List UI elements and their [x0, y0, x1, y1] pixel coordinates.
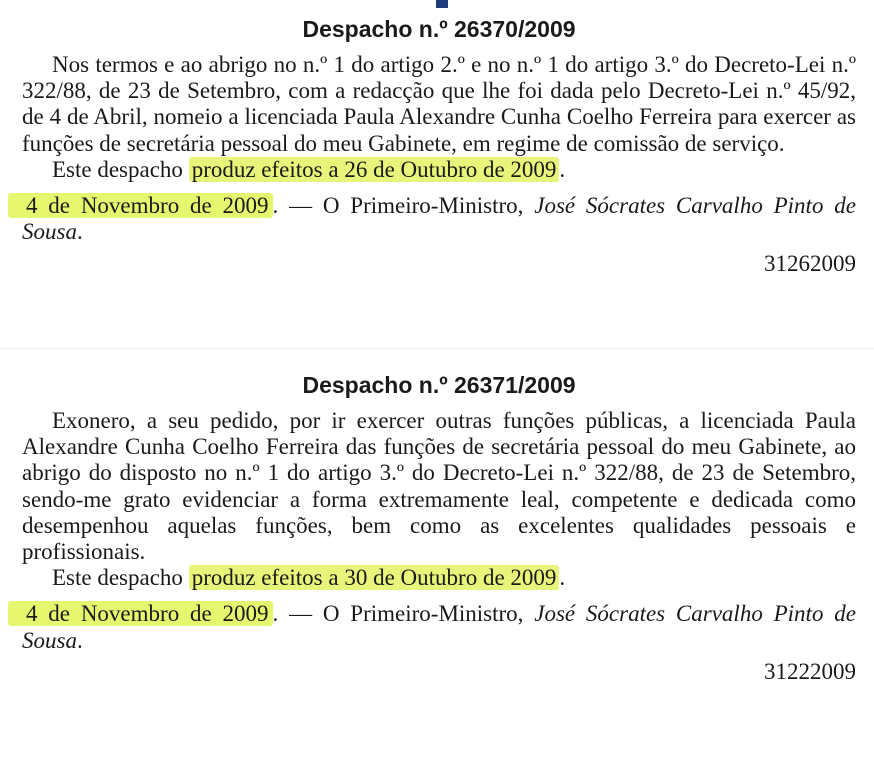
despacho-section: [22, 368, 856, 686]
effect-line: [22, 157, 856, 183]
document-code: 31262009: [764, 250, 856, 276]
sign-separator: . — O Primeiro-Ministro,: [272, 601, 535, 627]
sign-date: 4 de Novembro de 2009: [8, 601, 273, 626]
despacho-section: [22, 12, 856, 278]
sign-end: .: [76, 627, 83, 653]
despacho-body: Exonero, a seu pedido, por ir exercer outras funções públicas, a licenciada Paula Alexandre Cunha Coelho Ferreira das funções de secretária pessoal do meu Gabinete, ao abrigo do disposto no n.º 1 do artigo 3.º do Decreto-Lei n.º 322/88, de 23 de Setembro, sendo-me grato evidenciar a forma extremamente leal, competente e dedicada como desempenhou aquelas funções, bem como as excelentes qualidades pessoais e profissionais.: [22, 408, 856, 565]
document-code: 31222009: [764, 659, 856, 685]
section-divider: [0, 348, 874, 349]
signature-line: [22, 193, 856, 246]
effect-suffix: .: [559, 156, 566, 182]
signatory-name: José Sócrates Carvalho Pinto de Sousa: [22, 601, 856, 653]
effect-suffix: .: [559, 565, 566, 591]
effect-prefix: Este despacho: [52, 565, 189, 591]
signatory-name: José Sócrates Carvalho Pinto de Sousa: [22, 192, 856, 245]
sign-separator: . — O Primeiro-Ministro,: [272, 192, 535, 218]
effect-highlight: produz efeitos a 26 de Outubro de 2009: [189, 157, 560, 182]
despacho-body: Nos termos e ao abrigo no n.º 1 do artigo 2.º e no n.º 1 do artigo 3.º do Decreto-Lei n.º 322/88, de 23 de Setembro, com a redacção que lhe foi dada pelo Decreto-Lei n.º 45/92, de 4 de Abril, nomeio a licenciada Paula Alexandre Cunha Coelho Ferreira para exercer as funções de secretária pessoal do meu Gabinete, em regime de comissão de serviço.: [22, 52, 856, 156]
sign-end: .: [76, 219, 83, 245]
header-edge-mark: [436, 0, 448, 8]
signature-line: [22, 601, 856, 654]
effect-prefix: Este despacho: [52, 156, 189, 182]
despacho-title: Despacho n.º 26370/2009: [302, 16, 576, 42]
sign-date: 4 de Novembro de 2009: [8, 193, 273, 218]
effect-line: [22, 565, 856, 591]
despacho-title: Despacho n.º 26371/2009: [302, 372, 576, 398]
effect-highlight: produz efeitos a 30 de Outubro de 2009: [189, 565, 560, 590]
